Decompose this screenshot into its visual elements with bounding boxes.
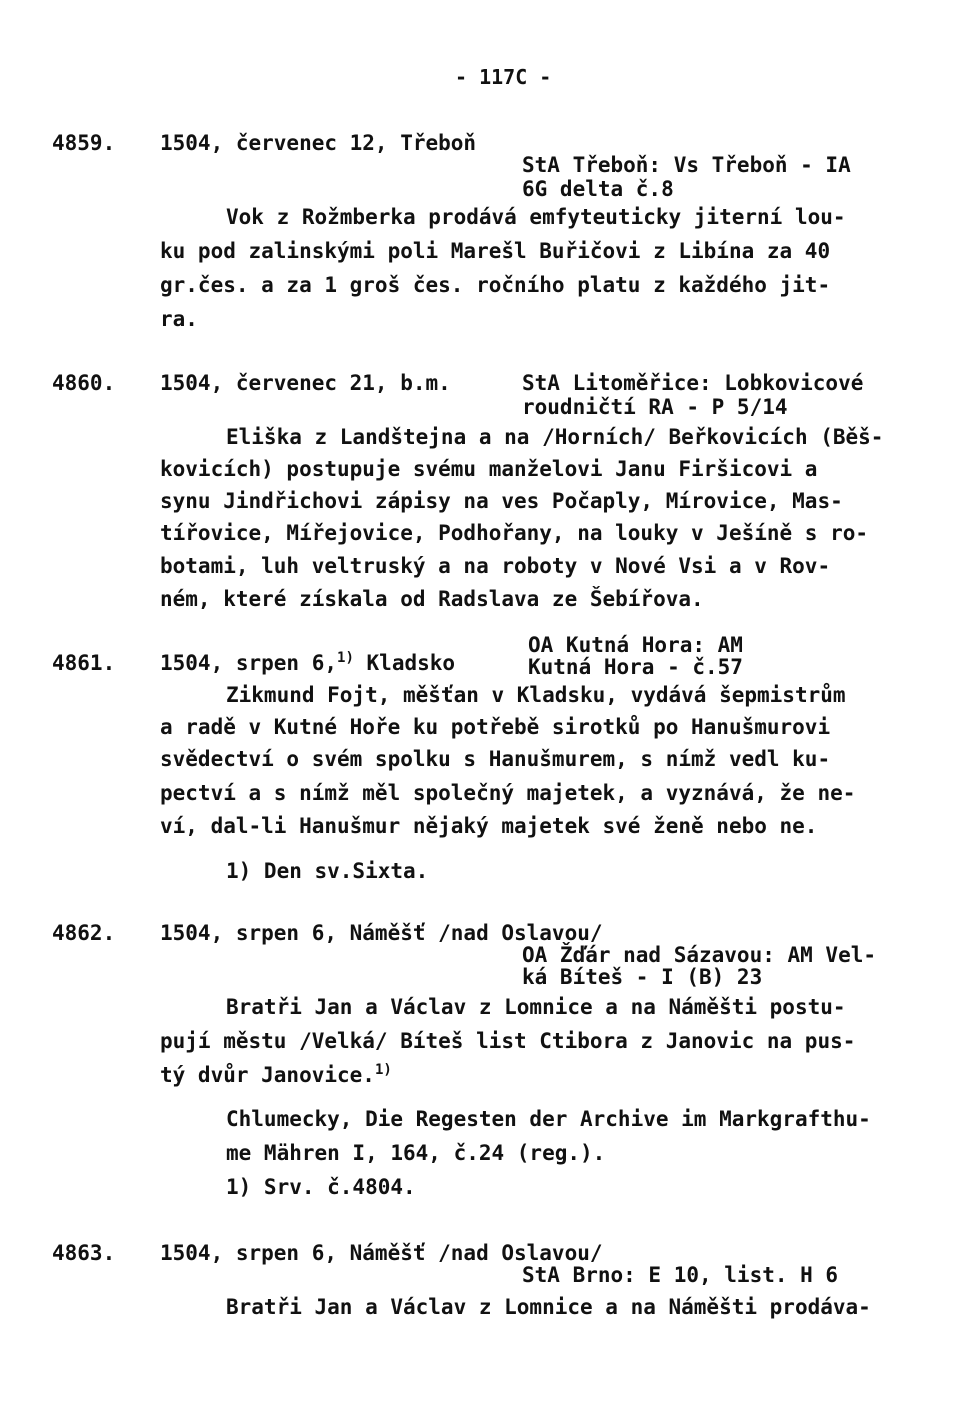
body-line: kovicích) postupuje svému manželovi Janu Firšicovi a	[160, 457, 818, 481]
entry-date: 1504, srpen 6, Náměšť /nad Oslavou/	[160, 921, 603, 945]
footnote-marker: 1)	[374, 1062, 392, 1078]
archive-line: OA Žďár nad Sázavou: AM Vel-	[522, 943, 877, 967]
body-line: gr.čes. a za 1 groš čes. ročního platu z každého jit-	[160, 273, 831, 297]
body-line: pectví a s nímž měl společný majetek, a vyznává, že ne-	[160, 781, 856, 805]
entry-number: 4862.	[52, 921, 116, 945]
body-line: svědectví o svém spolku s Hanušmurem, s nímž vedl ku-	[160, 747, 831, 771]
footnote-marker: 1)	[337, 650, 354, 666]
body-line: Zikmund Fojt, měšťan v Kladsku, vydává šepmistrům	[226, 683, 846, 707]
entry-date: 1504, červenec 21, b.m.	[160, 371, 451, 395]
archive-line: roudničtí RA - P 5/14	[522, 395, 788, 419]
body-line: ra.	[160, 307, 198, 331]
archive-line: StA Brno: E 10, list. H 6	[522, 1263, 839, 1287]
body-line: Eliška z Landštejna a na /Horních/ Beřkovicích (Běš-	[226, 425, 884, 449]
footnote: 1) Srv. č.4804.	[226, 1175, 416, 1199]
page-number: - 117C -	[455, 65, 552, 89]
entry-date: 1504, srpen 6,$^{1)}$ Kladsko	[160, 650, 456, 675]
archive-line: StA Litoměřice: Lobkovicové	[522, 371, 864, 395]
reference-line: me Mähren I, 164, č.24 (reg.).	[226, 1141, 606, 1165]
archive-line: StA Třeboň: Vs Třeboň - IA	[522, 153, 851, 177]
body-line: ném, které získala od Radslava ze Šebířova.	[160, 587, 704, 611]
archive-line: ká Bíteš - I (B) 23	[522, 965, 763, 989]
body-line: tý dvůr Janovice.$^{1)}$	[160, 1062, 392, 1087]
entry-number: 4861.	[52, 651, 116, 675]
reference-line: Chlumecky, Die Regesten der Archive im Markgrafthu-	[226, 1107, 871, 1131]
entry-number: 4860.	[52, 371, 116, 395]
archive-line: OA Kutná Hora: AM	[528, 633, 743, 657]
body-line: Bratři Jan a Václav z Lomnice a na Náměšti prodáva-	[226, 1295, 871, 1319]
body-line: synu Jindřichovi zápisy na ves Počaply, Mírovice, Mas-	[160, 489, 843, 513]
entry-number: 4859.	[52, 131, 116, 155]
body-line: ví, dal-li Hanušmur nějaký majetek své ženě nebo ne.	[160, 814, 818, 838]
body-line: Bratři Jan a Václav z Lomnice a na Náměšti postu-	[226, 995, 846, 1019]
entry-date: 1504, srpen 6, Náměšť /nad Oslavou/	[160, 1241, 603, 1265]
entry-number: 4863.	[52, 1241, 116, 1265]
body-line: a radě v Kutné Hoře ku potřebě sirotků po Hanušmurovi	[160, 715, 831, 739]
archive-line: Kutná Hora - č.57	[528, 655, 743, 679]
archive-line: 6G delta č.8	[522, 177, 674, 201]
body-line: pují městu /Velká/ Bíteš list Ctibora z Janovic na pus-	[160, 1029, 856, 1053]
body-line: Vok z Rožmberka prodává emfyteuticky jiterní lou-	[226, 205, 846, 229]
body-line: botami, luh veltruský a na roboty v Nové Vsi a v Rov-	[160, 554, 831, 578]
entry-date: 1504, červenec 12, Třeboň	[160, 131, 477, 155]
body-line: tířovice, Mířejovice, Podhořany, na louky v Ješíně s ro-	[160, 521, 869, 545]
body-line: ku pod zalinskými poli Marešl Buřičovi z Libína za 40	[160, 239, 831, 263]
footnote: 1) Den sv.Sixta.	[226, 859, 429, 883]
